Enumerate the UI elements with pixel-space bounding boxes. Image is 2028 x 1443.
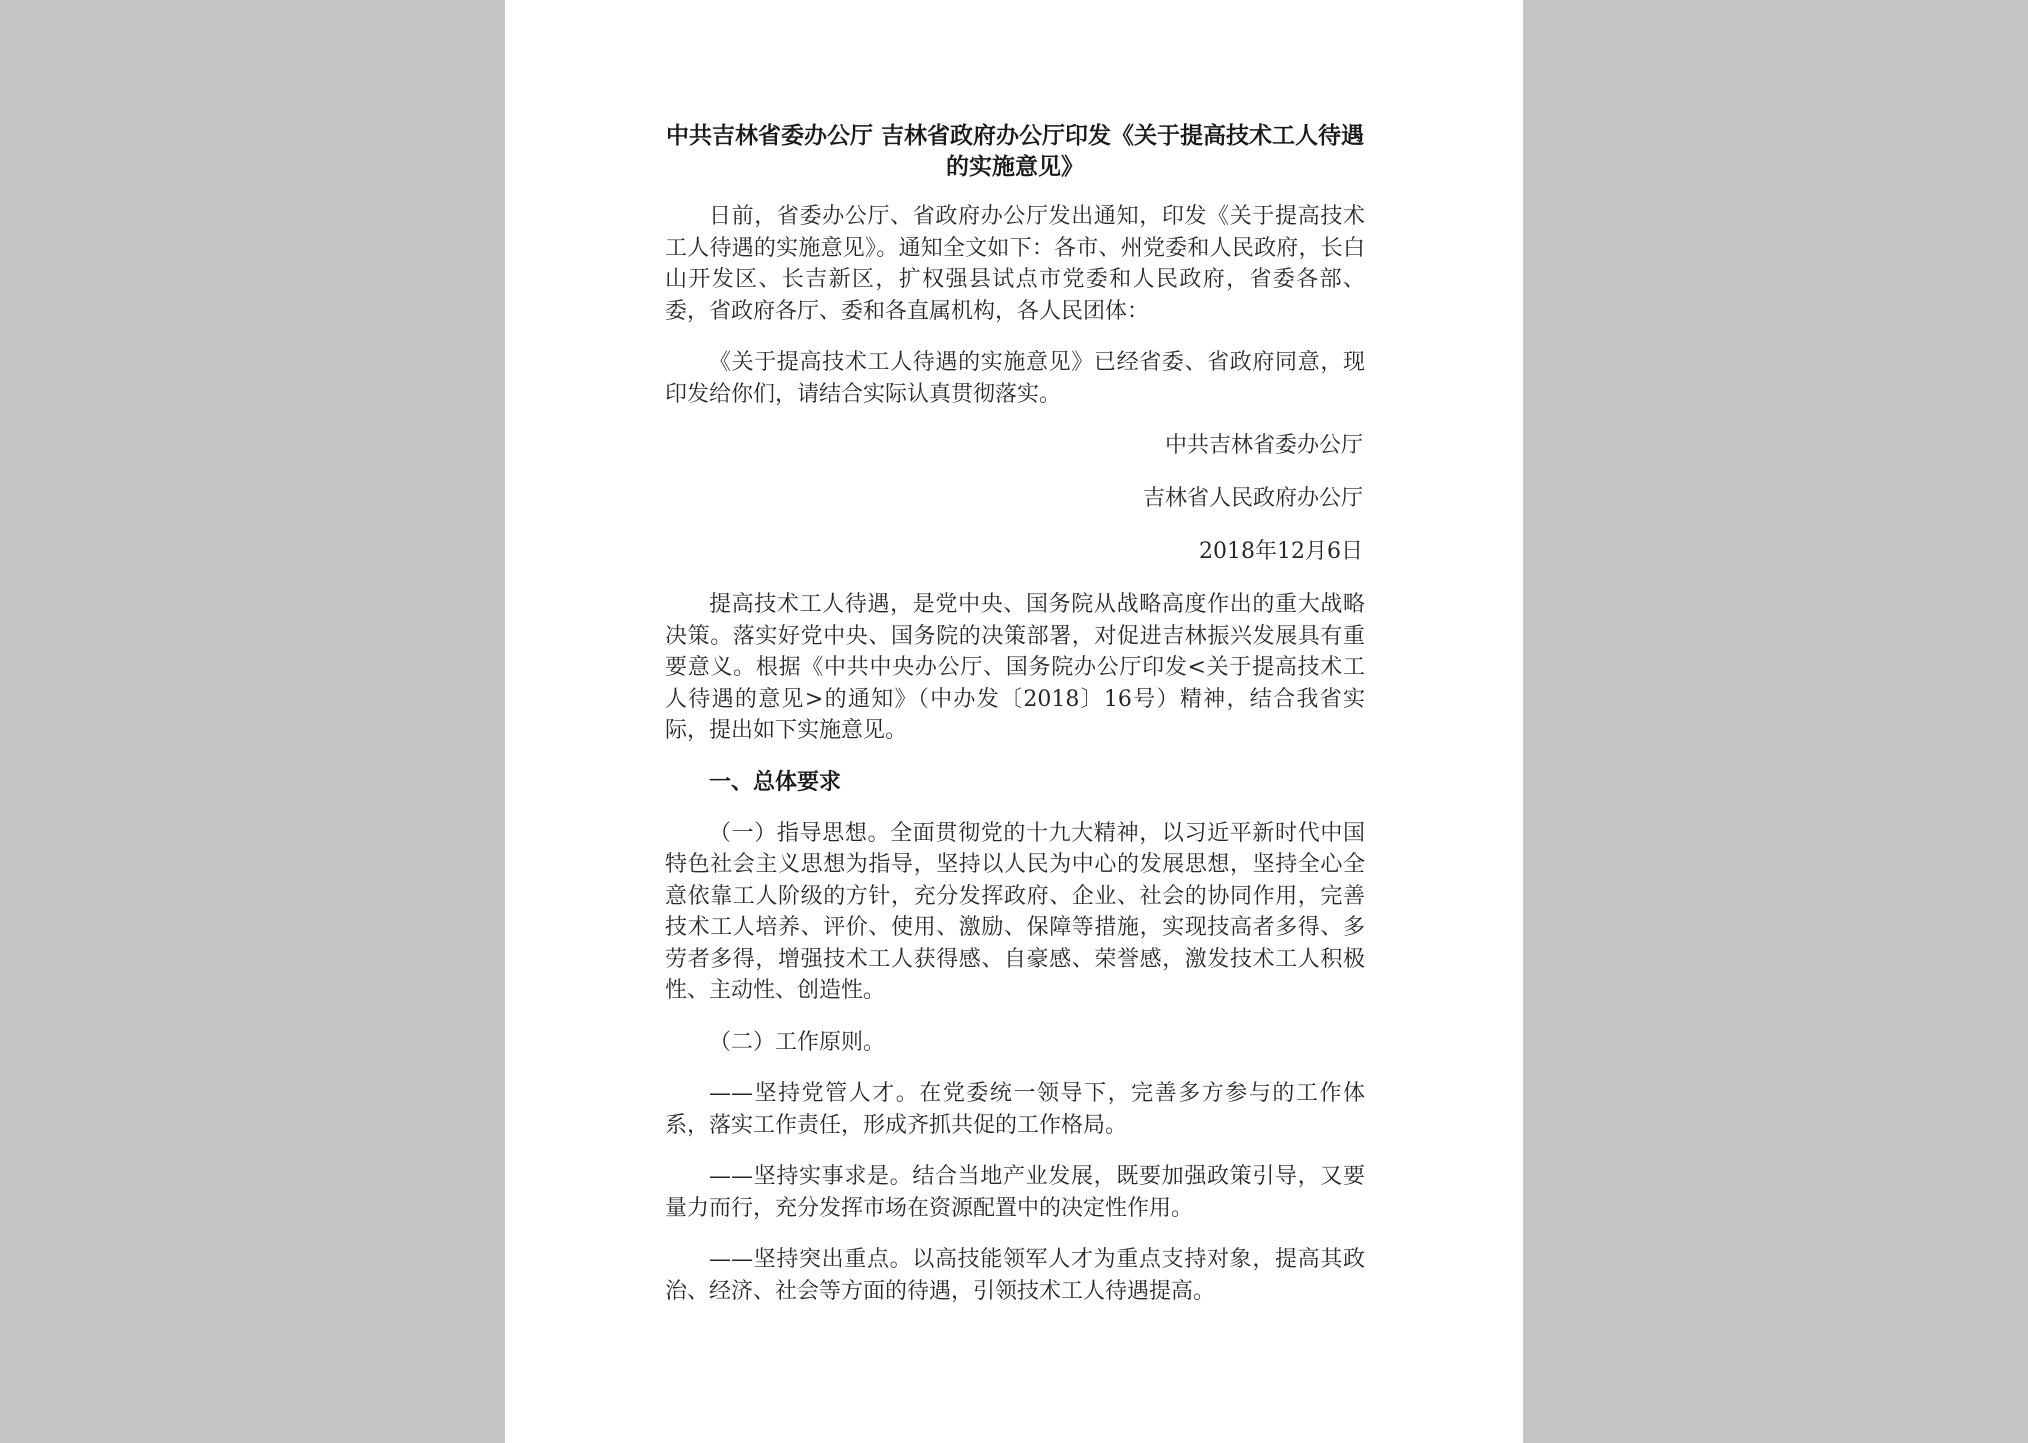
guiding-thought-paragraph: （一）指导思想。全面贯彻党的十九大精神，以习近平新时代中国特色社会主义思想为指导，坚持以人民为中心的发展思想，坚持全心全意依靠工人阶级的方针，充分发挥政府、企业、社会的协同作用，完善技术工人培养、评价、使用、激励、保障等措施，实现技高者多得、多劳者多得，增强技术工人获得感、自豪感、荣誉感，激发技术工人积极性、主动性、创造性。 (665, 820, 1365, 1003)
page-content (665, 121, 1365, 1327)
principle-paragraph-3: ——坚持突出重点。以高技能领军人才为重点支持对象，提高其政治、经济、社会等方面的待遇，引领技术工人待遇提高。 (665, 1247, 1365, 1304)
document-page (505, 0, 1523, 1443)
body-intro-paragraph: 提高技术工人待遇，是党中央、国务院从战略高度作出的重大战略决策。落实好党中央、国务院的决策部署，对促进吉林振兴发展具有重要意义。根据《中共中央办公厅、国务院办公厅印发<关于提高技术工人待遇的意见>的通知》（中办发〔2018〕16号）精神，结合我省实际，提出如下实施意见。 (665, 592, 1365, 743)
intro-paragraph: 日前，省委办公厅、省政府办公厅发出通知，印发《关于提高技术工人待遇的实施意见》。通知全文如下：各市、州党委和人民政府，长白山开发区、长吉新区，扩权强县试点市党委和人民政府，省委各部、委，省政府各厅、委和各直属机构，各人民团体： (665, 204, 1365, 324)
principle-paragraph-2: ——坚持实事求是。结合当地产业发展，既要加强政策引导，又要量力而行，充分发挥市场在资源配置中的决定性作用。 (665, 1164, 1365, 1221)
notice-paragraph: 《关于提高技术工人待遇的实施意见》已经省委、省政府同意，现印发给你们，请结合实际认真贯彻落实。 (665, 350, 1365, 407)
signature-org-2: 吉林省人民政府办公厅 (1142, 486, 1363, 511)
signature-org-1: 中共吉林省委办公厅 (1164, 433, 1363, 458)
principle-paragraph-1: ——坚持党管人才。在党委统一领导下，完善多方参与的工作体系，落实工作责任，形成齐抓共促的工作格局。 (665, 1081, 1365, 1138)
signature-date: 2018年12月6日 (1199, 539, 1363, 564)
document-title: 中共吉林省委办公厅 吉林省政府办公厅印发《关于提高技术工人待遇的实施意见》 (665, 123, 1364, 180)
work-principles-paragraph: （二）工作原则。 (709, 1029, 886, 1055)
section-heading-general-requirements: 一、总体要求 (709, 769, 842, 795)
